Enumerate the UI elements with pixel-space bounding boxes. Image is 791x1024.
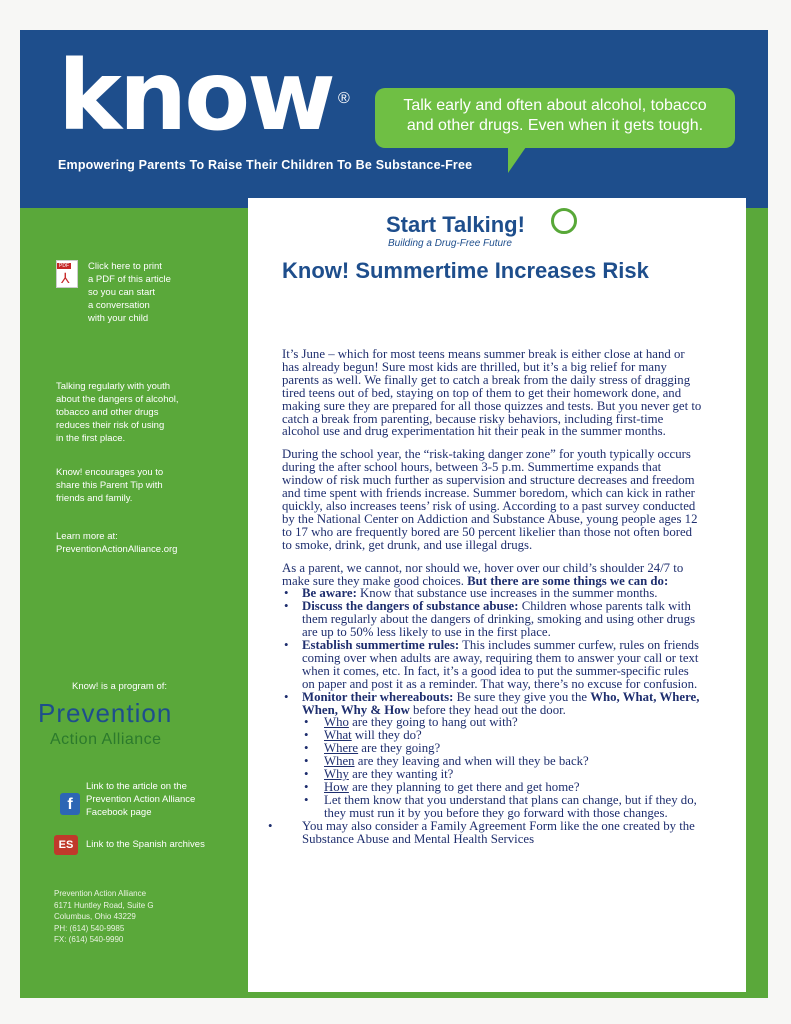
address-line: 6171 Huntley Road, Suite G <box>54 900 154 910</box>
address-line: Prevention Action Alliance <box>54 889 147 898</box>
program-of-label: Know! is a program of: <box>72 681 168 692</box>
learn-more <box>56 530 177 556</box>
text-line: about the dangers of alcohol, <box>56 394 179 405</box>
tip-text: Be sure they give you the <box>453 689 591 704</box>
pdf-line: a conversation <box>88 300 150 311</box>
text: are they leaving and when will they be back? <box>354 754 589 769</box>
text-line: Facebook page <box>86 807 152 818</box>
paragraph <box>282 562 702 588</box>
underlined-word: Where <box>324 741 359 756</box>
article-body <box>282 348 702 846</box>
tip-title: Establish summertime rules: <box>302 638 460 653</box>
tip-text: You may also consider a Family Agreement Form like the one created by the Substance Abuse and Mental Health Services <box>302 818 695 846</box>
text-line: Know! encourages you to <box>56 467 164 478</box>
text-line: in the first place. <box>56 433 126 444</box>
bold-text: Who, What, Where, When, Why & How <box>302 689 700 717</box>
page <box>20 30 768 998</box>
text-line: tobacco and other drugs <box>56 407 159 418</box>
text: will they do? <box>351 728 422 743</box>
tip-text: This includes summer curfew, rules on friends coming over when adults are away, requiring them to answer your call or text when it comes, etc. In fact, it’s a good idea to put the summer-specific rules on paper and post it as a reminder. That way, there’s no excuse for confusion. <box>302 638 699 691</box>
start-talking-subtitle: Building a Drug-Free Future <box>388 238 512 249</box>
text-line: Prevention Action Alliance <box>86 794 196 805</box>
bold-text: But there are some things we can do: <box>467 573 669 588</box>
tips-list <box>282 587 702 845</box>
know-logo: know <box>58 40 333 152</box>
start-talking-title: Start Talking! <box>386 212 525 237</box>
tip-text: Know that substance use increases in the summer months. <box>356 586 658 601</box>
list-item <box>282 639 702 691</box>
text-line: reduces their risk of using <box>56 420 165 431</box>
org-logo-subtitle: Action Alliance <box>50 731 162 748</box>
text: are they going? <box>358 741 441 756</box>
text-line: friends and family. <box>56 493 133 504</box>
text-line: share this Parent Tip with <box>56 480 163 491</box>
tip-title: Discuss the dangers of substance abuse: <box>302 599 519 614</box>
paragraph: It’s June – which for most teens means summer break is either close at hand or has already begun! Sure most kids are thrilled, but it’s a big relief for many parents as well. We finally get to catch a break from the daily stress of dragging tired teens out of bed, staying on top of them to get their homework done, and making sure they are prepared for all those quizzes and tests. But you never get to catch a break from parenting, because risky behaviors, including first-time alcohol use and drug experimentation hit their peak in the summer months. <box>282 347 702 439</box>
learn-more-label: Learn more at: <box>56 531 118 542</box>
facebook-link[interactable] <box>86 780 195 819</box>
pdf-line: with your child <box>88 313 149 324</box>
sub-item <box>302 794 702 820</box>
ohio-speech-icon <box>551 208 577 234</box>
article-headline: Know! Summertime Increases Risk <box>282 258 649 283</box>
pdf-line: so you can start <box>88 287 156 298</box>
text: are they wanting it? <box>348 767 454 782</box>
underlined-word: What <box>324 728 352 743</box>
list-item <box>282 691 702 820</box>
pdf-line: a PDF of this article <box>88 274 171 285</box>
registered-mark: ® <box>338 90 350 107</box>
phone-line: PH: (614) 540-9985 <box>54 923 125 933</box>
tip-title: Monitor their whereabouts: <box>302 689 454 704</box>
article-panel <box>248 198 746 992</box>
pdf-line: Click here to print <box>88 261 162 272</box>
bubble-line-1: Talk early and often about alcohol, tobacco <box>403 97 707 114</box>
website-link[interactable]: PreventionActionAlliance.org <box>56 544 178 555</box>
text: are they planning to get there and get home? <box>348 780 580 794</box>
text: Let them know that you understand that plans can change, but if they do, they must run it by you before they go forward with those changes. <box>324 792 697 820</box>
sidebar-paragraph-1 <box>56 380 179 445</box>
tip-text: Children whose parents talk with them regularly about the dangers of drinking, smoking and using other drugs are up to 50% less likely to use in the first place. <box>302 599 696 640</box>
bubble-tail <box>508 147 526 173</box>
list-item <box>282 600 702 639</box>
fax-line: FX: (614) 540-9990 <box>54 935 124 944</box>
underlined-word: Who <box>324 715 349 730</box>
list-item <box>282 820 702 846</box>
text-line: Talking regularly with youth <box>56 381 171 392</box>
paragraph: During the school year, the “risk-taking danger zone” for youth typically occurs during the after school hours, between 3-5 p.m. Summertime expands that window of risk much further as supervision and structure decreases and freedom and time spent with friends increase. Summer boredom, which can kick in rather quickly, also increases teens’ risk of using. According to a past survey conducted by the National Center on Addiction and Substance Abuse, young people ages 12 to 17 who are frequently bored are 50 percent likelier than those not often bored to smoke, drink, get drunk, and use illegal drugs. <box>282 447 698 552</box>
facebook-icon[interactable]: f <box>60 793 80 815</box>
text: As a parent, we cannot, nor should we, hover over our child’s shoulder 24/7 to make sure they make good choices. <box>282 560 684 588</box>
speech-bubble <box>375 88 735 148</box>
spanish-icon[interactable]: ES <box>54 835 78 855</box>
pdf-tag: PDF <box>59 263 69 269</box>
underlined-word: How <box>324 780 349 794</box>
spanish-archives-link[interactable]: Link to the Spanish archives <box>86 839 205 850</box>
sidebar-paragraph-2 <box>56 466 163 505</box>
header-tagline: Empowering Parents To Raise Their Children To Be Substance-Free <box>58 158 473 172</box>
org-logo-name: Prevention <box>38 698 173 728</box>
pdf-icon[interactable] <box>56 260 78 288</box>
acrobat-icon: ⅄ <box>61 270 70 286</box>
address-line: Columbus, Ohio 43229 <box>54 912 136 921</box>
print-pdf-link[interactable] <box>88 260 171 325</box>
text: are they going to hang out with? <box>348 715 518 730</box>
underlined-word: Why <box>324 767 349 782</box>
bubble-line-2: and other drugs. Even when it gets tough. <box>406 117 704 134</box>
sidebar <box>20 208 248 998</box>
tip-text: before they head out the door. <box>409 702 566 717</box>
text-line: Link to the article on the <box>86 781 187 792</box>
sub-list <box>302 716 702 819</box>
underlined-word: When <box>324 754 355 769</box>
tip-title: Be aware: <box>302 586 357 601</box>
address-block <box>54 888 154 946</box>
